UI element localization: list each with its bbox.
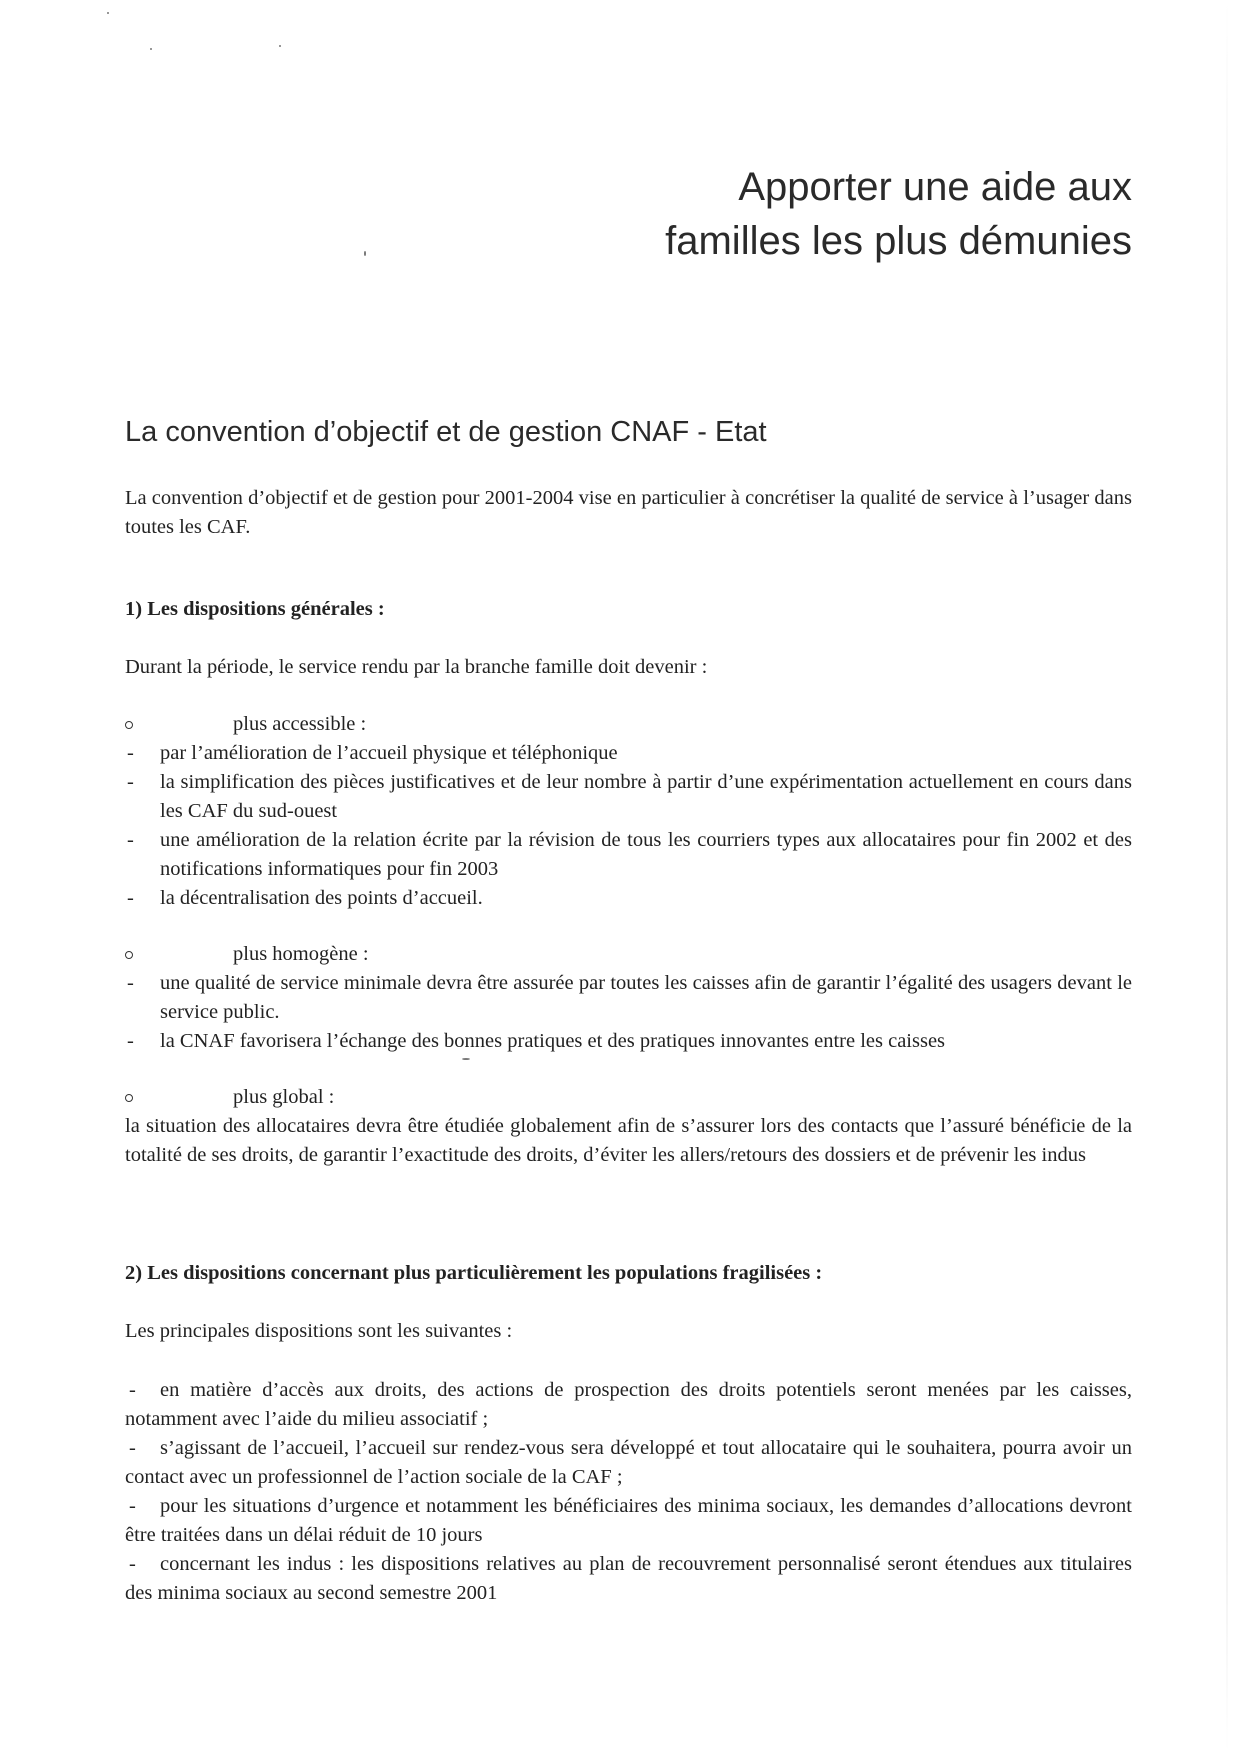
- scan-speck: [150, 48, 152, 50]
- scan-speck: [364, 251, 366, 256]
- section-title: La convention d’objectif et de gestion CNAF - Etat: [125, 416, 767, 448]
- general-heading: 1) Les dispositions générales :: [125, 598, 385, 620]
- list-item: - par l’amélioration de l’accueil physique et téléphonique: [125, 739, 1132, 768]
- general-lead: Durant la période, le service rendu par la branche famille doit devenir :: [125, 656, 708, 678]
- list-item-text: concernant les indus : les dispositions relatives au plan de recouvrement personnalisé seront étendues aux titulaires des minima sociaux au second semestre 2001: [125, 1553, 1132, 1604]
- fragile-list: [125, 1376, 1132, 1608]
- list-item-text: pour les situations d’urgence et notamment les bénéficiaires des minima sociaux, les demandes d’allocations devront être traitées dans un délai réduit de 10 jours: [125, 1495, 1132, 1546]
- fragile-lead: Les principales dispositions sont les suivantes :: [125, 1320, 513, 1342]
- list-item-text: en matière d’accès aux droits, des actions de prospection des droits potentiels seront menées par les caisses, notamment avec l’aide du milieu associatif ;: [125, 1379, 1132, 1430]
- dash-marker: -: [129, 1437, 136, 1459]
- list-item: - une qualité de service minimale devra être assurée par toutes les caisses afin de garantir l’égalité des usagers devant le service public.: [125, 969, 1132, 1027]
- intro-paragraph: La convention d’objectif et de gestion pour 2001-2004 vise en particulier à concrétiser la qualité de service à l’usager dans toutes les CAF.: [125, 487, 1132, 538]
- list-item: [125, 1376, 1132, 1434]
- scan-speck: [107, 12, 109, 14]
- dash-marker: -: [129, 1495, 136, 1517]
- dash-marker: -: [129, 1553, 136, 1575]
- bullet-icon: [125, 1094, 133, 1102]
- fragile-heading: 2) Les dispositions concernant plus particulièrement les populations fragilisées :: [125, 1262, 823, 1284]
- list-item: - une amélioration de la relation écrite par la révision de tous les courriers types aux allocataires pour fin 2002 et des notifications informatiques pour fin 2003: [125, 826, 1132, 884]
- group-global: [125, 1083, 1132, 1170]
- list-item: - la décentralisation des points d’accueil.: [125, 884, 1132, 913]
- list-item: [125, 1550, 1132, 1608]
- page-title: [420, 160, 1132, 268]
- list-item: - la CNAF favorisera l’échange des bonnes pratiques et des pratiques innovantes entre les caisses: [125, 1027, 1132, 1056]
- scan-edge: [1226, 0, 1228, 1754]
- group-paragraph: la situation des allocataires devra être étudiée globalement afin de s’assurer lors des contacts que l’assuré bénéficie de la totalité de ses droits, de garantir l’exactitude des droits, d’éviter les allers/retours des dossiers et de prévenir les indus: [125, 1115, 1132, 1166]
- dash-list: [125, 969, 1132, 1056]
- page-title-line-1: Apporter une aide aux: [738, 165, 1132, 209]
- list-item: [125, 1434, 1132, 1492]
- list-item: [125, 1492, 1132, 1550]
- group-label: plus homogène :: [233, 943, 369, 965]
- group-label: plus global :: [233, 1086, 335, 1108]
- dash-list: [125, 739, 1132, 913]
- list-item: - la simplification des pièces justificatives et de leur nombre à partir d’une expérimentation actuellement en cours dans les CAF du sud-ouest: [125, 768, 1132, 826]
- group-accessible: [125, 710, 1132, 913]
- dash-marker: -: [129, 1379, 136, 1401]
- bullet-icon: [125, 951, 133, 959]
- bullet-icon: [125, 721, 133, 729]
- group-label: plus accessible :: [233, 713, 367, 735]
- group-homogene: [125, 940, 1132, 1056]
- scan-speck: [279, 45, 281, 47]
- list-item-text: s’agissant de l’accueil, l’accueil sur rendez-vous sera développé et tout allocataire qui le souhaitera, pourra avoir un contact avec un professionnel de l’action sociale de la CAF ;: [125, 1437, 1132, 1488]
- scan-speck: [462, 1058, 470, 1060]
- page-title-line-2: familles les plus démunies: [665, 219, 1132, 263]
